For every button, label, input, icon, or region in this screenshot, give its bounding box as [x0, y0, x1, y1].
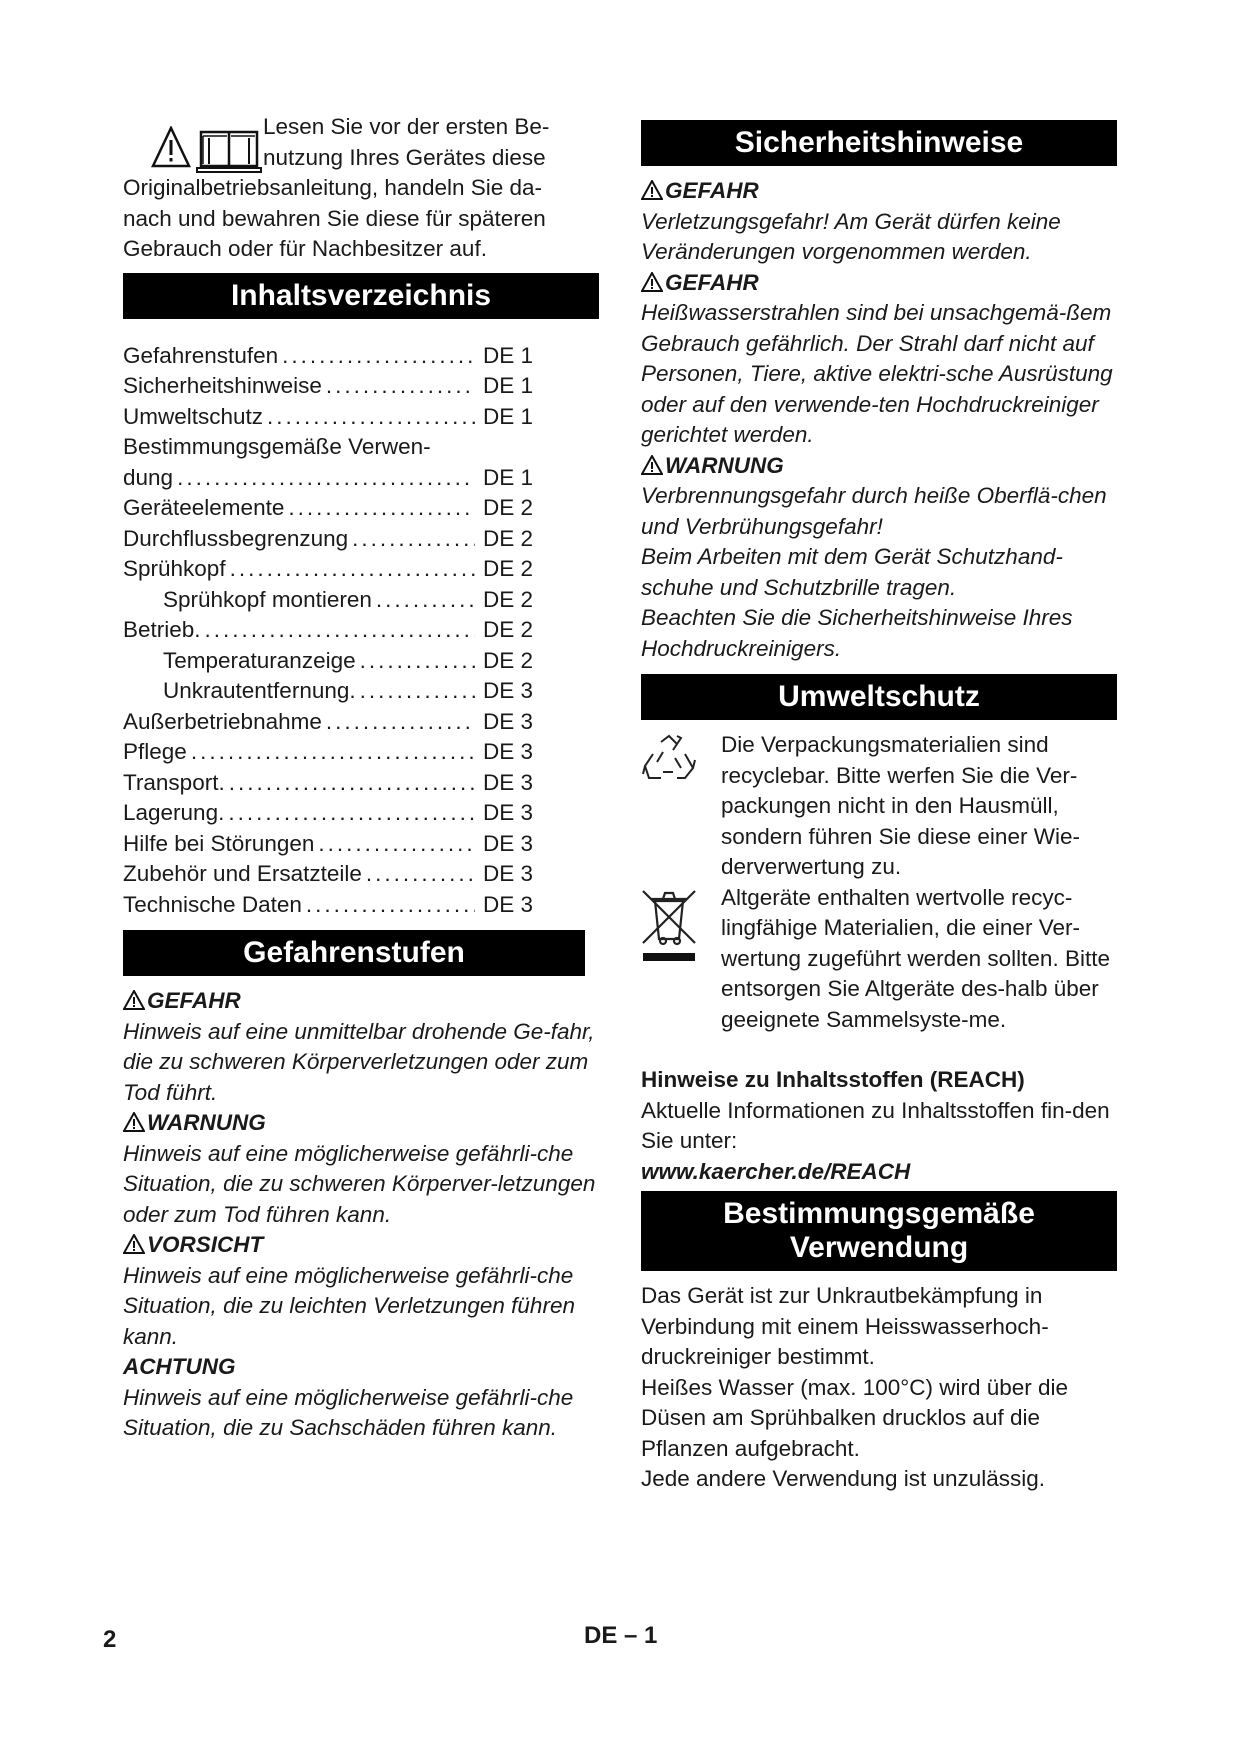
toc-item[interactable] [123, 341, 533, 372]
toc-heading: Inhaltsverzeichnis [123, 273, 599, 319]
recycle-item [641, 730, 1117, 883]
intro-line-2: nutzung Ihres Gerätes diese [263, 144, 546, 170]
toc-item[interactable] [123, 371, 533, 402]
toc-item[interactable] [123, 829, 533, 860]
verwendung-text-2: Heißes Wasser (max. 100°C) wird über die Düsen am Sprühbalken drucklos auf die Pflanzen aufgebracht. [641, 1374, 1069, 1461]
gefahrenstufen-body [123, 986, 599, 1444]
toc-item-page: DE 3 [482, 708, 533, 734]
toc-item-title: Hilfe bei Störungen [123, 830, 315, 856]
toc-item[interactable] [123, 707, 533, 738]
toc-item-page: DE 3 [482, 769, 533, 795]
warnung-text: Hinweis auf eine möglicherweise gefährli-che Situation, die zu schweren Körperver-letzungen oder zum Tod führen kann. [123, 1140, 596, 1227]
toc-item-page: DE 2 [482, 525, 533, 551]
toc-item-title: Transport. [123, 769, 225, 795]
crossed-bin-icon [641, 887, 697, 963]
toc-item-page: DE 2 [482, 617, 533, 642]
toc-item-page: DE 3 [482, 678, 533, 703]
toc-leader-dots [263, 402, 475, 433]
reach-heading: Hinweise zu Inhaltsstoffen (REACH) [641, 1067, 1025, 1092]
toc-item-page: DE 2 [482, 495, 533, 520]
intro-line-1: Lesen Sie vor der ersten Be- [263, 114, 550, 139]
toc-item-title: Technische Daten [123, 891, 302, 917]
sicherheit-warnung-text-2: Beim Arbeiten mit dem Gerät Schutzhand-schuhe und Schutzbrille tragen. [641, 544, 1063, 600]
toc-item-title: Durchflussbegrenzung [123, 525, 349, 551]
toc-leader-dots [284, 493, 475, 524]
sicherheit-warnung-text-3: Beachten Sie die Sicherheitshinweise Ihres Hochdruckreinigers. [641, 605, 1073, 661]
toc-leader-dots [278, 341, 475, 372]
section-code: DE [584, 1622, 618, 1649]
toc-leader-dots [314, 829, 475, 860]
toc-leader-dots [226, 554, 475, 585]
toc-item-title: Sprühkopf montieren [163, 586, 372, 612]
toc-item-page: DE 2 [482, 586, 533, 612]
toc-item-title: Bestimmungsgemäße Verwen- [123, 434, 431, 459]
sicherheit-warnung-label-text: WARNUNG [665, 452, 784, 478]
achtung-text: Hinweis auf eine möglicherweise gefährli-che Situation, die zu Sachschäden führen kann. [123, 1384, 574, 1440]
achtung-label: ACHTUNG [123, 1354, 236, 1379]
toc-list [123, 341, 533, 921]
toc-subitem[interactable] [123, 585, 533, 616]
toc-leader-dots [348, 524, 475, 555]
toc-item-page: DE 3 [482, 891, 533, 917]
intro-block [123, 112, 599, 265]
toc-item-title: Zubehör und Ersatzteile [123, 861, 362, 886]
toc-item[interactable] [123, 554, 533, 585]
toc-item-title: Umweltschutz [123, 403, 264, 429]
toc-leader-dots [187, 737, 475, 768]
intro-line-3: Originalbetriebsanleitung, handeln Sie da- [123, 175, 543, 200]
toc-item-page: DE 1 [482, 464, 533, 490]
toc-item-page: DE 3 [482, 800, 533, 825]
verwendung-text-1: Das Gerät ist zur Unkrautbekämpfung in Verbindung mit einem Heisswasserhoch-druckreiniger bestimmt. [641, 1283, 1049, 1369]
page-number: 2 [103, 1626, 117, 1653]
toc-item-title: Lagerung. [123, 800, 225, 825]
warning-triangle-icon [123, 1234, 145, 1254]
toc-item[interactable] [123, 737, 533, 768]
toc-leader-dots [356, 676, 475, 707]
verwendung-text-3: Jede andere Verwendung ist unzulässig. [641, 1466, 1046, 1491]
warnung-label [123, 1108, 599, 1139]
gefahr-label-text: GEFAHR [147, 988, 241, 1013]
reach-link[interactable]: www.kaercher.de/REACH [641, 1158, 911, 1184]
toc-item-page: DE 3 [482, 861, 533, 886]
toc-item[interactable] [123, 768, 533, 799]
toc-item-page: DE 3 [482, 830, 533, 856]
toc-item-page: DE 2 [482, 647, 533, 673]
warning-triangle-icon [123, 1112, 145, 1132]
toc-leader-dots [173, 463, 475, 494]
vorsicht-label-text: VORSICHT [147, 1232, 264, 1257]
recycle-text: Die Verpackungsmaterialien sind recyclebar. Bitte werfen Sie die Ver-packungen nicht in den Hausmüll, sondern führen Sie diese einer Wie-derverwertung zu. [721, 732, 1080, 879]
intro-line-4: nach und bewahren Sie diese für späteren [123, 205, 546, 231]
toc-leader-dots [372, 585, 475, 616]
warning-triangle-icon [123, 990, 145, 1010]
warning-triangle-icon [641, 272, 663, 292]
toc-item-title-continued: dung [123, 464, 174, 490]
sicherheit-warnung-label [641, 451, 1117, 482]
toc-leader-dots [302, 890, 475, 921]
toc-leader-dots [201, 615, 475, 646]
verwendung-heading-line2: Verwendung [789, 1231, 969, 1264]
section-page: 1 [644, 1622, 658, 1649]
section-page-label [584, 1622, 657, 1650]
toc-leader-dots [356, 646, 475, 677]
toc-item[interactable] [123, 432, 533, 463]
sicherheit-warnung-text-1: Verbrennungsgefahr durch heiße Oberflä-chen und Verbrühungsgefahr! [641, 483, 1107, 539]
section-separator: – [624, 1622, 638, 1649]
sicherheit-body [641, 176, 1117, 664]
sicherheit-gefahr2-label-text: GEFAHR [665, 269, 759, 295]
toc-item-title: Sicherheitshinweise [123, 373, 322, 398]
warning-triangle-icon [641, 180, 663, 200]
umwelt-heading: Umweltschutz [641, 674, 1117, 720]
warnung-label-text: WARNUNG [147, 1110, 266, 1135]
vorsicht-text: Hinweis auf eine möglicherweise gefährli-che Situation, die zu leichten Verletzungen führen kann. [123, 1262, 575, 1349]
sicherheit-heading: Sicherheitshinweise [641, 120, 1117, 166]
toc-leader-dots [362, 859, 475, 890]
toc-item[interactable] [123, 402, 533, 433]
toc-item-title: Geräteelemente [123, 495, 285, 520]
toc-item-page: DE 1 [482, 342, 533, 368]
toc-item-title: Betrieb. [123, 617, 201, 642]
toc-item-title: Pflege [123, 739, 187, 764]
toc-item[interactable] [123, 615, 533, 646]
gefahr-label [123, 986, 599, 1017]
weee-item [641, 883, 1117, 1036]
toc-leader-dots [322, 707, 475, 738]
toc-item-page: DE 2 [482, 556, 533, 581]
vorsicht-label [123, 1230, 599, 1261]
sicherheit-gefahr1-label [641, 176, 1117, 207]
toc-item[interactable] [123, 890, 533, 921]
toc-subitem[interactable] [123, 646, 533, 677]
gefahr-text: Hinweis auf eine unmittelbar drohende Ge-fahr, die zu schweren Körperverletzungen oder zum Tod führt. [123, 1018, 595, 1105]
toc-item-continued[interactable] [123, 463, 533, 494]
left-column [123, 112, 599, 1444]
intro-line-5: Gebrauch oder für Nachbesitzer auf. [123, 236, 487, 261]
right-column [641, 108, 1117, 1495]
toc-item-title: Temperaturanzeige [163, 647, 356, 673]
toc-item-page: DE 1 [482, 373, 533, 398]
toc-leader-dots [322, 371, 475, 402]
toc-item-title: Sprühkopf [123, 556, 226, 581]
verwendung-heading [641, 1191, 1117, 1271]
toc-subitem[interactable] [123, 676, 533, 707]
sicherheit-gefahr2-text: Heißwasserstrahlen sind bei unsachgemä-ßem Gebrauch gefährlich. Der Strahl darf nicht auf Personen, Tiere, aktive elektri-sche Ausrüstung oder auf den verwende-ten Hochdruckreiniger gerichtet werden. [641, 300, 1113, 447]
reach-text: Aktuelle Informationen zu Inhaltsstoffen fin-den Sie unter: [641, 1097, 1110, 1153]
toc-item-page: DE 3 [482, 739, 533, 764]
recycle-icon [641, 734, 697, 786]
toc-item-page: DE 1 [482, 403, 533, 429]
toc-item[interactable] [123, 524, 533, 555]
toc-item-title: Unkrautentfernung. [163, 678, 356, 703]
warning-triangle-icon [641, 455, 663, 475]
weee-text: Altgeräte enthalten wertvolle recyc-lingfähige Materialien, die einer Ver-wertung zugeführt werden sollten. Bitte entsorgen Sie Altgeräte des-halb über geeignete Sammelsyste-me. [721, 884, 1110, 1032]
sicherheit-gefahr1-text: Verletzungsgefahr! Am Gerät dürfen keine Veränderungen vorgenommen werden. [641, 208, 1061, 264]
toc-item[interactable] [123, 493, 533, 524]
sicherheit-gefahr1-label-text: GEFAHR [665, 178, 759, 203]
toc-leader-dots [225, 768, 475, 799]
toc-leader-dots [224, 798, 475, 829]
toc-item-title: Außerbetriebnahme [123, 708, 322, 734]
sicherheit-gefahr2-label [641, 268, 1117, 299]
warning-manual-icon [151, 126, 267, 174]
verwendung-heading-line1: Bestimmungsgemäße [723, 1197, 1035, 1230]
gefahrenstufen-heading: Gefahrenstufen [123, 930, 585, 976]
toc-item[interactable] [123, 859, 533, 890]
toc-item[interactable] [123, 798, 533, 829]
toc-item-title: Gefahrenstufen [123, 342, 279, 368]
